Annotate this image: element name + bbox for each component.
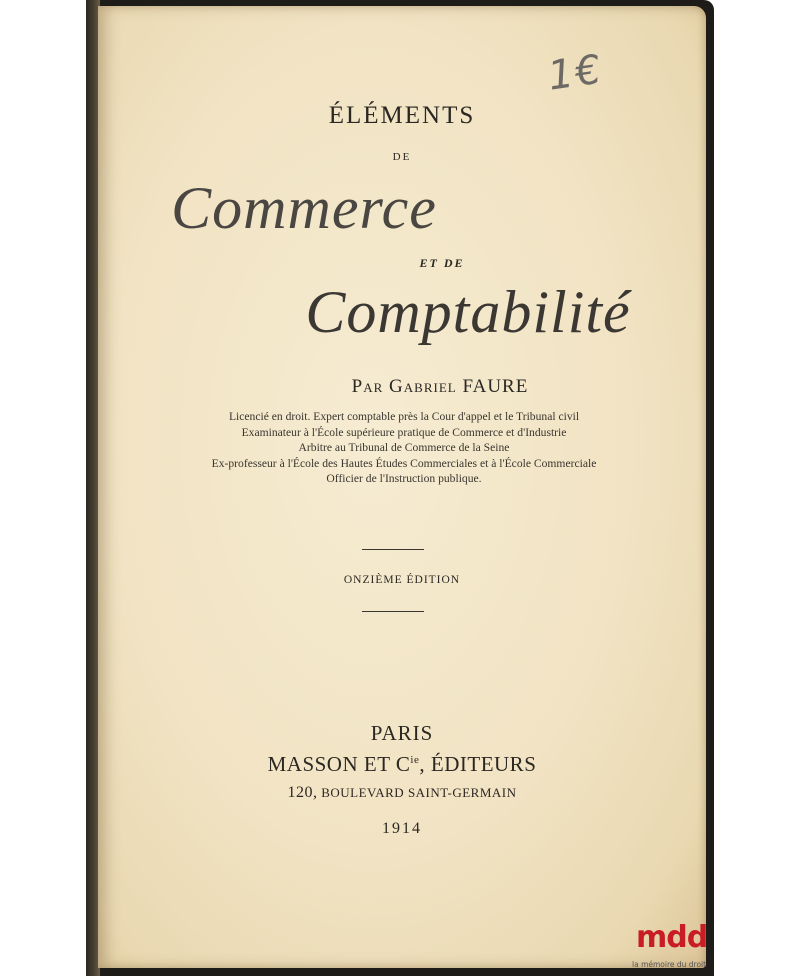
author-title-line: Licencié en droit. Expert comptable près la Cour d'appel et le Tribunal civil bbox=[228, 410, 580, 423]
imprint-address bbox=[98, 784, 706, 802]
logo-mark: mdd bbox=[636, 920, 708, 955]
address-street: BOULEVARD SAINT-GERMAIN bbox=[317, 785, 517, 800]
author-title-line: Arbitre au Tribunal de Commerce de la Seine bbox=[298, 441, 510, 454]
title-page bbox=[98, 6, 706, 968]
publisher-name: MASSON ET C bbox=[267, 752, 411, 776]
divider-top bbox=[362, 549, 424, 550]
logo-tagline: la mémoire du droit bbox=[632, 960, 707, 969]
author-title-line: Examinateur à l'École supérieure pratique de Commerce et d'Industrie bbox=[241, 425, 567, 439]
divider-bottom bbox=[362, 611, 424, 612]
author-titles bbox=[100, 409, 708, 487]
title-elements: ÉLÉMENTS bbox=[328, 102, 476, 129]
mdd-logo bbox=[630, 920, 714, 976]
author-title-line: Ex-professeur à l'École des Hautes Études Commerciales et à l'École Commerciale bbox=[211, 456, 597, 470]
title-comptabilite: Comptabilité bbox=[305, 279, 631, 345]
title-de: DE bbox=[392, 151, 412, 163]
imprint-publisher bbox=[98, 752, 706, 777]
imprint-city: PARIS bbox=[370, 721, 434, 745]
title-et-de: ET DE bbox=[419, 256, 465, 270]
publisher-role: , ÉDITEURS bbox=[419, 752, 537, 776]
author-name: Par Gabriel FAURE bbox=[351, 376, 529, 397]
author-title-line: Officier de l'Instruction publique. bbox=[326, 472, 482, 485]
publisher-superscript: ie bbox=[410, 754, 420, 766]
imprint-year: 1914 bbox=[382, 820, 422, 837]
handwritten-price-note: 1€ bbox=[545, 46, 606, 100]
address-number: 120, bbox=[287, 784, 318, 801]
edition-label: ONZIÈME ÉDITION bbox=[343, 574, 461, 586]
title-commerce: Commerce bbox=[171, 175, 437, 241]
